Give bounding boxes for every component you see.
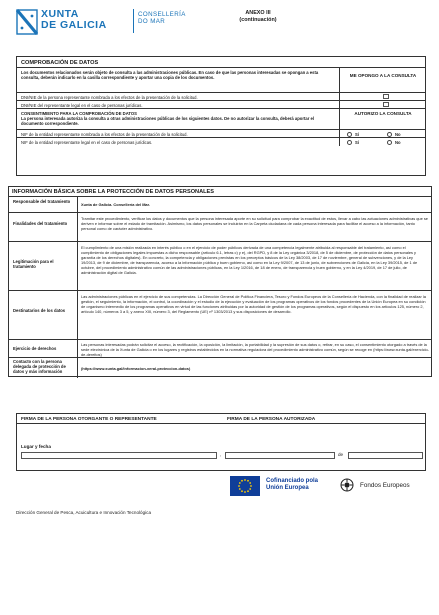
grantor-signature-label: FIRMA DE LA PERSONA OTORGANTE O REPRESENTANTE <box>21 416 157 422</box>
column-divider <box>77 213 78 241</box>
eu-star-icon <box>238 485 240 487</box>
protection-row-contact <box>9 358 431 378</box>
data-verification-section <box>16 56 426 176</box>
page-header <box>16 6 426 42</box>
oppose-checkbox-2[interactable] <box>383 102 389 107</box>
column-divider <box>339 109 340 129</box>
year-field[interactable] <box>348 452 423 459</box>
place-date-label: Lugar y fecha <box>21 444 51 449</box>
legitimacy-text: El cumplimiento de una misión realizada en interés público o en el ejercicio de poder públicos derivada de una competencia legalmente atribuida al responsable del tratamiento, así como el cumplimiento de obligaciones legales impuestas a dicho responsable (artículo 6.1, letras c) y e), del RGPD, y 8 de la Ley orgánica 3/2018, de 5 de diciembre, de protección de datos personales y garantía de los derechos digitales). En concreto, la competencia y obligaciones previstas en los preceptos básicos de la Ley 38/2003, de 17 de noviembre, general de subvenciones, y de la Ley 19/2013, de 9 de diciembre, de transparencia, acceso a la información pública y buen gobierno, así como en la Ley 9/2007, de 13 de junio, de subvenciones de Galicia, en la Ley 39/2015, de 1 de octubre, del procedimiento administrativo común de las administraciones públicas, en la Ley 1/2016, de 18 de enero, de transparencia y buen gobierno, y en la Ley 4/2019, de 17 de julio, de administración digital de Galicia. <box>81 245 418 275</box>
recipients-label: Destinatarios de los datos <box>13 308 66 313</box>
protection-row-recipients <box>9 291 431 340</box>
oppose-intro-text: Los documentos relacionados serán objeto de consulta a las administraciones públicas. En caso de que las personas interesadas se opongan a esta consulta, deberán indicarlo en la casilla correspondiente y aportar una copia de los documentos. <box>21 70 319 80</box>
dept-line-1: CONSELLERÍA <box>138 11 186 18</box>
footer-department: Dirección General de Pesca, Acuicultura e Innovación Tecnológica <box>16 510 151 515</box>
logo-line-2: DE GALICIA <box>41 19 107 31</box>
authorize-yes-radio-2[interactable] <box>347 140 352 145</box>
eu-star-icon <box>241 490 243 492</box>
contact-label: Contacto con la persona delegada de protección de datos y más información <box>13 359 66 375</box>
authorize-no-radio-2[interactable] <box>387 140 392 145</box>
logo-line-1: XUNTA <box>41 8 79 20</box>
protection-row-controller <box>9 197 431 213</box>
oppose-column-header: ME OPONGO A LA CONSULTA <box>349 73 417 78</box>
purposes-label: Finalidades del tratamiento <box>13 221 68 226</box>
eu-flag-icon <box>230 476 260 496</box>
consent-intro-text: La persona interesada autoriza la consulta a otras administraciones públicas de los siguientes datos. De no autorizar la consulta, deberá aportar el documento correspondiente. <box>21 116 314 126</box>
eu-star-icon <box>241 480 243 482</box>
annex-label <box>228 10 288 24</box>
data-protection-title: INFORMACIÓN BÁSICA SOBRE LA PROTECCIÓN DE DATOS PERSONALES <box>8 186 432 196</box>
eu-line-2: Unión Europea <box>266 485 309 492</box>
controller-text: Xunta de Galicia. Consellería del Mar. <box>81 202 150 207</box>
eu-star-icon <box>247 480 249 482</box>
place-field[interactable] <box>21 452 217 459</box>
authorize-row-2-text: NIF de la entidad representante legal en el caso de personas jurídicas. <box>21 139 153 145</box>
eu-star-icon <box>244 491 246 493</box>
column-divider <box>339 93 340 100</box>
yes-label: Sí <box>355 139 359 145</box>
controller-label: Responsable del tratamiento <box>13 199 71 204</box>
oppose-intro-row <box>17 68 425 93</box>
annex-title: ANEXO III <box>245 10 271 16</box>
column-divider <box>77 197 78 212</box>
consent-intro-row <box>17 109 425 130</box>
day-month-field[interactable] <box>225 452 335 459</box>
purposes-text: Tramitar este procedimiento, verificar los datos y documentos que la persona interesada aporte en su solicitud para comprobar la exactitud de estos, llevar a cabo las actuaciones administrativas que se deriven e informar sobre el estado de tramitación. Asimismo, los datos personales se incluirán en la Carpeta ciudadana de cada persona interesada para facilitar el acceso a la información, tanto personal como de carácter administrativo. <box>81 216 428 231</box>
oppose-row-1 <box>17 93 425 101</box>
column-divider <box>339 130 340 137</box>
oppose-row-2 <box>17 101 425 109</box>
legitimacy-label: Legitimación para el tratamiento <box>13 259 54 270</box>
comma-separator: , <box>220 452 222 457</box>
column-divider <box>339 101 340 108</box>
column-divider <box>77 242 78 290</box>
rights-text: Las personas interesadas podrán solicitar el acceso, la rectificación, la oposición, la limitación, la portabilidad y la supresión de sus datos o, retirar, en su caso, el consentimiento otorgado a través de la sede electrónica de la Xunta de Galicia o en los lugares y registros establecidos en la normativa reguladora del procedimiento administrativo común, según se recoge en (https://www.xunta.gal/exercicio-de-dereitos) <box>81 342 429 357</box>
signature-header <box>17 414 425 424</box>
eu-star-icon <box>247 490 249 492</box>
eu-cofinancing-label <box>266 478 318 492</box>
oppose-checkbox-1[interactable] <box>383 94 389 99</box>
consent-heading: CONSENTIMIENTO PARA LA COMPROBACIÓN DE DATOS <box>21 110 137 116</box>
authorized-signature-label: FIRMA DE LA PERSONA AUTORIZADA <box>227 416 316 422</box>
column-divider <box>77 291 78 339</box>
protection-row-rights <box>9 340 431 358</box>
authorize-row-1-text: NIF de la entidad representante nombrada a los efectos de la presentación de la solicitud. <box>21 131 188 137</box>
xunta-crest-icon <box>16 9 38 35</box>
column-divider <box>339 138 340 146</box>
data-verification-title: COMPROBACIÓN DE DATOS <box>17 57 425 68</box>
column-divider <box>77 340 78 357</box>
column-divider <box>77 358 78 378</box>
authorize-column-header: AUTORIZO LA CONSULTA <box>354 111 412 116</box>
authorize-no-radio-1[interactable] <box>387 132 392 137</box>
fondos-europeos-label: Fondos Europeos <box>360 482 410 489</box>
de-separator-1: de <box>338 452 344 457</box>
no-label: No <box>395 131 401 137</box>
annex-subtitle: (continuación) <box>239 17 277 23</box>
no-label: No <box>395 139 401 145</box>
authorize-row-1 <box>17 130 425 138</box>
logo-divider <box>133 9 134 33</box>
dept-line-2: DO MAR <box>138 18 166 25</box>
protection-row-purposes <box>9 213 431 242</box>
eu-star-icon <box>244 479 246 481</box>
protection-row-legitimacy <box>9 242 431 291</box>
data-protection-table <box>8 196 432 377</box>
signature-section <box>16 413 426 471</box>
authorize-row-2 <box>17 138 425 146</box>
rights-label: Ejercicio de derechos <box>13 346 57 351</box>
fondos-europeos-icon <box>340 478 354 492</box>
contact-link[interactable]: (https://www.xunta.gal/informacion-xeral-proteccion-datos) <box>81 366 191 371</box>
xunta-logo-text <box>41 9 107 31</box>
eu-line-1: Cofinanciado pola <box>266 478 319 484</box>
eu-star-icon <box>249 482 251 484</box>
eu-star-icon <box>239 488 241 490</box>
yes-label: Sí <box>355 131 359 137</box>
recipients-text: Las administraciones públicas en el ejercicio de sus competencias. La Dirección General de Política Financiera, Tesoro y Fondos Europeos de la Consellería de Hacienda, con la finalidad de realizar la gestión, el seguimiento, la información, el control, la coordinación y el estudio de la ejecución y evaluación de los programas operativos de los fondos procedentes de la Unión Europea en su condición de organismo intermedio de los programas operativos en virtud de las funciones atribuidas por la autoridad de gestión de los programas operativos, según el dispuesto en los artículos 125, número 2, artículo 140, números 3 a 5, y anexo XIII, número 3, del Reglamento (UE) nº 1303/2013 y sus disposiciones de desarrollo. <box>81 294 426 314</box>
eu-star-icon <box>249 488 251 490</box>
eu-star-icon <box>239 482 241 484</box>
column-divider <box>339 68 340 92</box>
eu-star-icon <box>250 485 252 487</box>
oppose-row-1-text: DNI/NIE de la persona representante nombrada a los efectos de la presentación de la solicitud. <box>21 94 198 100</box>
oppose-row-2-text: DNI/NIE del representante legal en el caso de personas jurídicas. <box>21 102 143 108</box>
authorize-yes-radio-1[interactable] <box>347 132 352 137</box>
department-name <box>138 11 186 25</box>
